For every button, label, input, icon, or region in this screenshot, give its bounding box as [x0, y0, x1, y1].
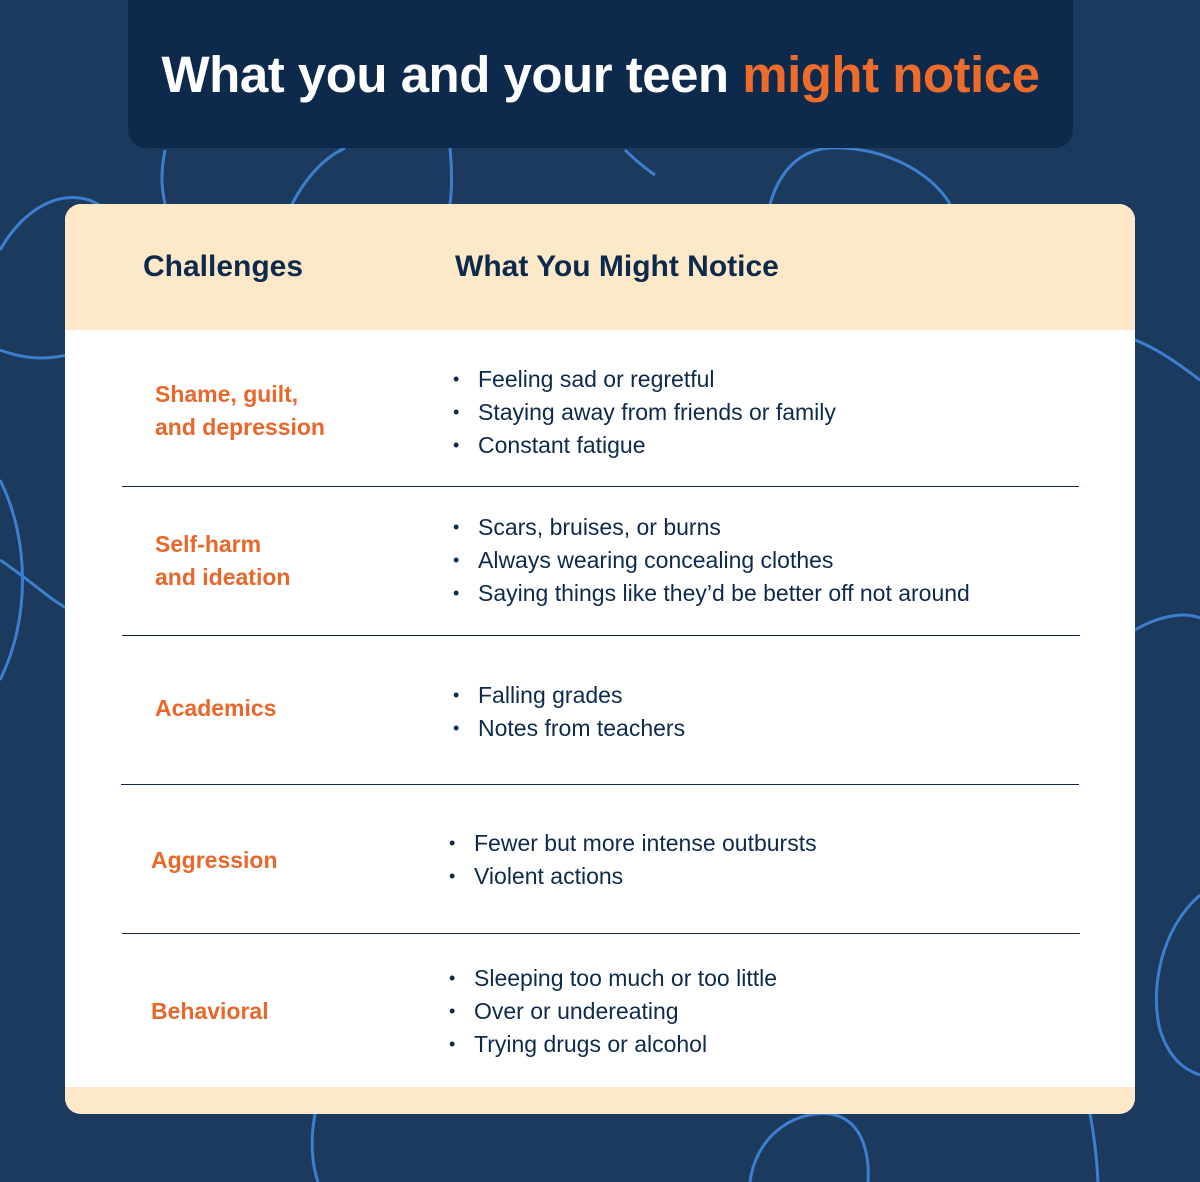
row-label: Academics — [155, 695, 277, 721]
notice-list — [453, 511, 970, 610]
notice-list — [453, 363, 836, 462]
row-label: Behavioral — [151, 998, 269, 1024]
list-item: • Always wearing concealing clothes — [453, 544, 970, 577]
row-label: Self-harm and ideation — [155, 531, 291, 590]
title-accent: might notice — [742, 45, 1040, 103]
challenges-table — [65, 204, 1135, 1114]
row-divider — [121, 784, 1079, 785]
row-divider — [122, 635, 1080, 636]
list-item: • Saying things like they’d be better off not around — [453, 577, 970, 610]
row-label: Aggression — [151, 847, 278, 873]
notice-list — [453, 679, 685, 745]
list-item: • Falling grades — [453, 679, 685, 712]
list-item: • Notes from teachers — [453, 712, 685, 745]
notice-list — [449, 962, 777, 1061]
list-item: • Staying away from friends or family — [453, 396, 836, 429]
notice-list — [449, 827, 817, 893]
list-item: • Violent actions — [449, 860, 817, 893]
table-header — [65, 204, 1135, 330]
list-item: • Constant fatigue — [453, 429, 836, 462]
list-item: • Over or undereating — [449, 995, 777, 1028]
list-item: • Scars, bruises, or burns — [453, 511, 970, 544]
row-label: Shame, guilt, and depression — [155, 381, 325, 440]
column-header-what-you-might-notice: What You Might Notice — [455, 250, 779, 283]
list-item: • Fewer but more intense outbursts — [449, 827, 817, 860]
title-plain: What you and your teen — [161, 45, 729, 103]
list-item: • Feeling sad or regretful — [453, 363, 836, 396]
column-header-challenges: Challenges — [143, 250, 304, 283]
list-item: • Trying drugs or alcohol — [449, 1028, 777, 1061]
page-title — [162, 45, 1040, 104]
row-divider — [122, 933, 1080, 934]
row-divider — [122, 486, 1079, 487]
table-footer-band — [65, 1087, 1135, 1114]
title-banner — [128, 0, 1073, 148]
list-item: • Sleeping too much or too little — [449, 962, 777, 995]
